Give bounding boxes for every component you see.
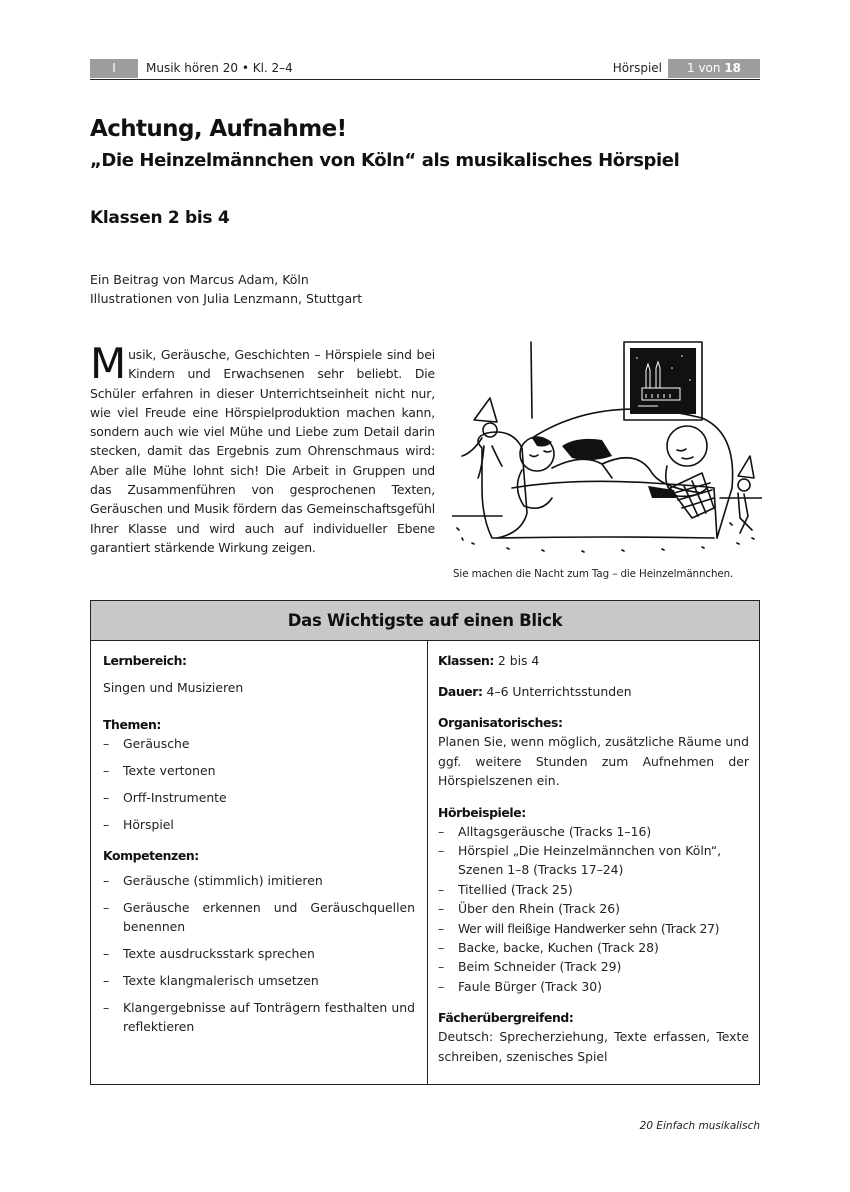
list-item: – Orff-Instrumente <box>103 788 415 807</box>
klassen-value: 2 bis 4 <box>497 653 540 668</box>
hoerbeispiele-label: Hörbeispiele: <box>438 804 526 820</box>
page-title: Achtung, Aufnahme! <box>90 116 347 142</box>
faecheruebergreifend-value: Deutsch: Sprecherziehung, Texte erfassen, Texte schreiben, szenisches Spiel <box>438 1029 749 1064</box>
summary-box-title: Das Wichtigste auf einen Blick <box>91 601 759 641</box>
list-item: – Klangergebnisse auf Tonträgern festhalten und reflektieren <box>103 998 415 1036</box>
page-header <box>90 59 760 80</box>
klassen-label: Klassen: <box>438 653 494 668</box>
organisatorisches-label: Organisatorisches: <box>438 715 563 730</box>
publication-footer: 20 Einfach musikalisch <box>639 1120 760 1132</box>
themen-label: Themen: <box>103 717 161 732</box>
organisatorisches-section <box>438 713 749 791</box>
dauer-row <box>438 682 749 701</box>
intro-text: usik, Geräusche, Geschichten – Hörspiele sind bei Kindern und Erwachsenen sehr beliebt. Die Schüler erfahren in dieser Unterrichtseinheit nicht nur, wie viel Freude eine Hörspielproduktion machen kann, sondern auch wie viel Mühe und Liebe zum Detail darin stecken, damit das Ergebnis zum Ohrenschmaus wird: Aber alle Mühe lohnt sich! Die Arbeit in Gruppen und das Zusammenführen von gesprochenen Texten, Geräuschen und Musik fördern das Gemeinschaftsgefühl Ihrer Klasse und wird auch auf individueller Ebene garantiert stärkende Wirkung zeigen. <box>90 347 435 555</box>
faecheruebergreifend-label: Fächerübergreifend: <box>438 1010 574 1026</box>
list-item: – Texte ausdrucksstark sprechen <box>103 944 415 963</box>
list-item: – Hörspiel „Die Heinzelmännchen von Köln“, Szenen 1–8 (Tracks 17–24) <box>438 841 749 880</box>
page-indicator <box>668 59 760 78</box>
kompetenzen-section <box>103 846 415 1036</box>
summary-left-column <box>91 641 428 1084</box>
series-label: Musik hören 20 • Kl. 2–4 <box>146 61 293 75</box>
drop-cap: M <box>90 339 127 388</box>
list-item: – Hörspiel <box>103 815 415 834</box>
summary-right-column <box>428 641 759 1084</box>
list-item: – Geräusche erkennen und Geräuschquellen benennen <box>103 898 415 936</box>
chapter-number-badge: I <box>90 59 138 78</box>
credits <box>90 270 362 308</box>
page-current: 1 <box>686 61 695 75</box>
dauer-label: Dauer: <box>438 684 483 699</box>
list-item: – Wer will fleißige Handwerker sehn (Track 27) <box>438 919 749 938</box>
topic-label: Hörspiel <box>612 61 662 75</box>
list-item: – Faule Bürger (Track 30) <box>438 977 749 996</box>
hoerbeispiele-list <box>438 822 749 997</box>
list-item: – Beim Schneider (Track 29) <box>438 957 749 976</box>
organisatorisches-value: Planen Sie, wenn möglich, zusätzliche Räume und ggf. weitere Stunden zum Aufnehmen der Hörspielszenen ein. <box>438 734 749 788</box>
page-of-label: von <box>698 61 721 75</box>
themen-list <box>103 734 415 834</box>
list-item: – Geräusche <box>103 734 415 753</box>
page-total: 18 <box>724 61 742 75</box>
klassen-row <box>438 651 749 670</box>
lernbereich-label: Lernbereich: <box>103 653 187 668</box>
list-item: – Geräusche (stimmlich) imitieren <box>103 871 415 890</box>
list-item: – Backe, backe, Kuchen (Track 28) <box>438 938 749 957</box>
hoerbeispiele-section <box>438 803 749 997</box>
dauer-value: 4–6 Unterrichtsstunden <box>486 684 632 699</box>
list-item: – Texte vertonen <box>103 761 415 780</box>
sofa-scene-illustration-icon <box>452 338 762 556</box>
kompetenzen-list <box>103 871 415 1036</box>
page-subtitle: „Die Heinzelmännchen von Köln“ als musikalisches Hörspiel <box>90 150 680 171</box>
kompetenzen-label: Kompetenzen: <box>103 848 199 863</box>
illustration-caption: Sie machen die Nacht zum Tag – die Heinzelmännchen. <box>453 568 734 580</box>
illustrator-credit: Illustrationen von Julia Lenzmann, Stuttgart <box>90 291 363 306</box>
faecheruebergreifend-section <box>438 1008 749 1066</box>
list-item: – Titellied (Track 25) <box>438 880 749 899</box>
author-credit: Ein Beitrag von Marcus Adam, Köln <box>90 272 309 287</box>
list-item: – Texte klangmalerisch umsetzen <box>103 971 415 990</box>
list-item: – Alltagsgeräusche (Tracks 1–16) <box>438 822 749 841</box>
lernbereich-section <box>103 651 415 697</box>
illustration-heinzelmaennchen <box>452 338 762 556</box>
intro-paragraph <box>90 339 435 557</box>
lernbereich-value: Singen und Musizieren <box>103 680 244 695</box>
themen-section <box>103 715 415 834</box>
grade-heading: Klassen 2 bis 4 <box>90 208 230 228</box>
list-item: – Über den Rhein (Track 26) <box>438 899 749 918</box>
summary-box <box>90 600 760 1085</box>
